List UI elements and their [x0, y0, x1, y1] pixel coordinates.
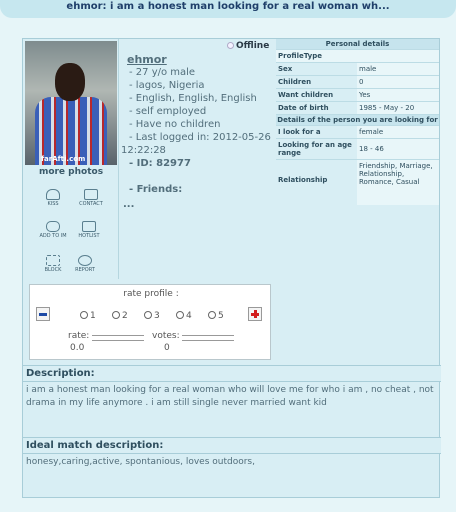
- ideal-match-text: honesy,caring,active, spontanious, loves outdoors,: [26, 457, 255, 467]
- last-login-time: 12:22:28: [121, 145, 166, 156]
- description-text: i am a honest man looking for a real woman who will love me for who i am , no cheat , not drama in my life anymore . i am still single never married want kid: [26, 385, 434, 408]
- detail-value: 1985 - May - 20: [357, 102, 439, 114]
- status-label: Offline: [236, 41, 270, 51]
- rate-decrease-button[interactable]: [36, 307, 50, 321]
- rate-bar: [92, 335, 144, 341]
- detail-value: 18 - 46: [357, 139, 439, 159]
- detail-key: I look for a: [278, 128, 321, 136]
- profile-id-value: 82977: [156, 158, 191, 169]
- children-status: - Have no children: [129, 119, 221, 130]
- rate-option-label: 3: [154, 311, 160, 321]
- detail-key: Children: [278, 78, 312, 86]
- ideal-match-heading: Ideal match description:: [23, 437, 441, 454]
- more-photos-link[interactable]: more photos: [38, 167, 104, 177]
- personal-details-table: [276, 39, 439, 205]
- looking-for-header: Details of the person you are looking for: [277, 116, 438, 124]
- detail-value: female: [357, 126, 439, 138]
- hotlist-label: HOTLIST: [78, 233, 100, 239]
- rate-option-2[interactable]: [112, 311, 128, 321]
- votes-bar: [182, 335, 234, 341]
- friends-list[interactable]: ...: [123, 199, 135, 210]
- contact-button[interactable]: [67, 189, 115, 207]
- rate-value: 0.0: [70, 343, 85, 353]
- detail-value: Yes: [357, 89, 439, 101]
- report-label: REPORT: [75, 267, 95, 273]
- envelope-icon: [84, 189, 98, 200]
- checkbox-icon: [82, 221, 96, 232]
- rate-option-4[interactable]: [176, 311, 192, 321]
- report-button[interactable]: [61, 255, 109, 273]
- location: - lagos, Nigeria: [129, 80, 205, 91]
- detail-key: Looking for an age range: [278, 141, 352, 157]
- hotlist-button[interactable]: [65, 221, 113, 239]
- profile-id-label: - ID:: [129, 158, 153, 169]
- votes-value: 0: [164, 343, 170, 353]
- detail-key: Relationship: [278, 176, 328, 184]
- radio-icon: [80, 311, 88, 319]
- kiss-label: KISS: [47, 201, 59, 207]
- detail-key: Want children: [278, 91, 334, 99]
- age: - 27 y/o male: [129, 67, 196, 78]
- block-icon: [46, 255, 60, 266]
- report-icon: [78, 255, 92, 266]
- rate-option-5[interactable]: [208, 311, 224, 321]
- profile-photo[interactable]: [25, 41, 117, 165]
- detail-value: 0: [357, 76, 439, 88]
- occupation: - self employed: [129, 106, 207, 117]
- rate-option-label: 2: [122, 311, 128, 321]
- rate-option-label: 1: [90, 311, 96, 321]
- rate-label: rate:: [68, 331, 90, 341]
- chat-bubble-icon: [46, 221, 60, 232]
- block-label: BLOCK: [44, 267, 62, 273]
- votes-label: votes:: [152, 331, 180, 341]
- heart-icon: [46, 189, 60, 200]
- page-title: ehmor: i am a honest man looking for a real woman wh...: [0, 0, 456, 18]
- detail-value: Friendship, Marriage, Relationship, Romance, Casual: [357, 160, 439, 205]
- languages: - English, English, English: [129, 93, 257, 104]
- status-badge: [227, 41, 269, 51]
- profile-type-label: ProfileType: [278, 52, 322, 60]
- rate-increase-button[interactable]: [248, 307, 262, 321]
- radio-icon: [176, 311, 184, 319]
- rate-option-label: 4: [186, 311, 192, 321]
- last-login: - Last logged in: 2012-05-26: [129, 132, 271, 143]
- detail-value: male: [357, 63, 439, 75]
- rate-option-3[interactable]: [144, 311, 160, 321]
- contact-label: CONTACT: [79, 201, 103, 207]
- rate-profile-title: rate profile :: [123, 289, 179, 299]
- profile-id: [129, 158, 191, 169]
- radio-icon: [112, 311, 120, 319]
- description-heading: Description:: [23, 365, 441, 382]
- detail-key: Sex: [278, 65, 293, 73]
- rate-option-label: 5: [218, 311, 224, 321]
- add-to-im-label: ADD TO IM: [39, 233, 67, 239]
- detail-key: Date of birth: [278, 104, 329, 112]
- rating-widget: [29, 284, 271, 360]
- personal-details-header: Personal details: [276, 39, 439, 49]
- photo-watermark: farAfti.com: [41, 155, 86, 163]
- rate-option-1[interactable]: [80, 311, 96, 321]
- ideal-match-section: [23, 437, 441, 471]
- photo-column: [23, 39, 119, 279]
- radio-icon: [208, 311, 216, 319]
- status-dot-icon: [227, 42, 234, 49]
- description-section: [23, 365, 441, 412]
- radio-icon: [144, 311, 152, 319]
- username-link[interactable]: ehmor: [127, 53, 167, 66]
- friends-label: - Friends:: [129, 184, 183, 195]
- profile-panel: [22, 38, 440, 498]
